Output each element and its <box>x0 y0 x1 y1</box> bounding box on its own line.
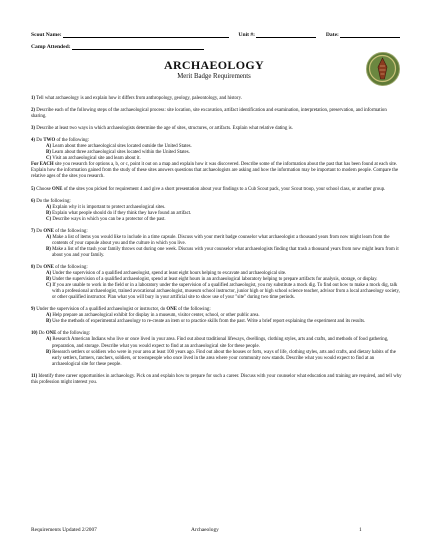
requirement-body: Tell what archaeology is and explain how it differs from anthropology, geology, paleontology, and history. <box>36 96 242 101</box>
footer-page-number: 1 <box>359 527 362 533</box>
requirement-10 <box>31 331 403 367</box>
sub-item-text: Explain why it is important to protect archaeological sites. <box>52 204 166 210</box>
sub-item <box>46 247 403 259</box>
sub-item-text: Use the methods of experimental archaeology to re-create an item or to practice skills from the past. Write a brief report explaining the experiment and its results. <box>52 319 366 325</box>
requirement-3 <box>31 126 403 132</box>
sub-item-list <box>31 144 403 162</box>
header-row <box>31 31 404 38</box>
sub-item-text: Learn about three archaeological sites located within the United States. <box>52 150 190 156</box>
requirement-emphasis: ONE <box>43 228 54 234</box>
requirement-number: 11) <box>31 373 38 379</box>
date-label: Date: <box>325 32 339 38</box>
sub-item-letter: B) <box>46 150 51 156</box>
sub-item-letter: B) <box>46 349 51 355</box>
sub-item-text: Research settlers or soldiers who were in your area at least 100 years ago. Find out about the houses or forts, ways of life, clothing styles, arts and crafts, and dietary habits of the early settlers, farmers, ranchers, soldiers, or townspeople who once lived in the area where your community now stands. Describe what you would expect to find at an archaeological site for these people. <box>52 349 396 367</box>
requirement-emphasis: ONE <box>166 307 177 313</box>
requirement-text <box>31 126 403 132</box>
sub-item-letter: A) <box>46 234 52 240</box>
requirement-7 <box>31 229 403 259</box>
sub-item-letter: B) <box>46 246 51 252</box>
requirement-text <box>31 108 403 120</box>
requirement-number: 7) <box>31 228 36 234</box>
sub-item-letter: C) <box>46 156 52 162</box>
sub-item <box>46 283 403 301</box>
requirement-emphasis: ONE <box>45 331 57 337</box>
requirement-body: Identify three career opportunities in archaeology. Pick on and explain how to prepare for such a career. Discuss with your counselor what education and training are required, and tell why this profession might interest you. <box>31 373 402 385</box>
sub-item-list <box>31 271 403 301</box>
sub-item-text: Describe ways in which you can be a protector of the past. <box>52 216 166 222</box>
scout-name-label: Scout Name: <box>31 32 62 38</box>
requirement-5 <box>31 187 403 193</box>
requirement-number: 4) <box>31 138 36 144</box>
followup-emphasis: For EACH <box>31 162 54 168</box>
sub-item-letter: B) <box>46 277 51 283</box>
page-subtitle: Merit Badge Requirements <box>177 73 251 80</box>
requirement-body: Describe at least two ways in which archaeologists determine the age of sites, structures, or artifacts. Explain what relative dating is. <box>36 126 293 132</box>
sub-item <box>46 235 403 247</box>
sub-item-text: Make a list of the trash your family throws out during one week. Discuss with your counselor what archaeologists finding that trash a thousand years from now might learn from it about you and your family. <box>52 246 399 258</box>
sub-item-text: Explain what people should do if they think they have found an artifact. <box>52 210 192 216</box>
sub-item <box>46 337 403 349</box>
sub-item-list <box>31 337 403 367</box>
requirement-text <box>31 96 403 102</box>
requirement-8 <box>31 265 403 301</box>
requirement-followup <box>31 162 403 180</box>
requirement-number: 5) <box>31 186 36 192</box>
sub-item-list <box>31 235 403 259</box>
requirement-2 <box>31 108 403 120</box>
page-title: ARCHAEOLOGY <box>164 58 264 72</box>
requirement-lead: Do <box>36 228 44 234</box>
requirement-lead: Do <box>38 331 46 337</box>
requirement-6 <box>31 199 403 223</box>
requirement-body: Do the following: <box>36 198 71 204</box>
requirement-4 <box>31 138 403 180</box>
unit-label: Unit #: <box>238 32 256 38</box>
followup-text: site you research for options a, b, or c, point it out on a map and explain how it was discovered. Describe some of the information about the past that has been found at each site. Explain how the information gained from the study of these sites answers questions that archaeologists are asking and how the information may be important to modern people. Compare the relative ages of the sites you research. <box>31 162 399 180</box>
date-field[interactable] <box>340 31 400 38</box>
sub-item-text: Under the supervision of a qualified archaeologist, spend at least eight hours in an archaeological laboratory helping to prepare artifacts for analysis, storage, or display. <box>52 277 378 283</box>
sub-item-text: Learn about three archaeological sites located outside the United States. <box>52 144 192 150</box>
requirement-body: of the sites you picked for requirement 4 and give a short presentation about your findings to a Cub Scout pack, your Scout troop, your school class, or another group. <box>62 186 386 192</box>
requirement-body: of the following: <box>53 264 88 270</box>
sub-item-letter: A) <box>46 144 52 150</box>
sub-item-list <box>31 313 403 325</box>
sub-item <box>46 319 403 325</box>
requirement-lead: Do <box>36 138 44 144</box>
page-footer <box>31 527 404 535</box>
archaeology-merit-badge-icon <box>366 52 400 86</box>
requirement-11 <box>31 374 403 386</box>
footer-title: Archaeology <box>191 527 219 533</box>
requirement-number: 10) <box>31 331 38 337</box>
sub-item-letter: A) <box>46 271 52 277</box>
requirement-text <box>31 374 403 386</box>
sub-item-text: Under the supervision of a qualified archaeologist, spend at least eight hours helping to excavate and archaeological site. <box>52 271 287 277</box>
requirement-number: 2) <box>31 108 36 114</box>
requirement-body: of the following: <box>56 331 91 337</box>
requirement-number: 9) <box>31 307 36 313</box>
sub-item-list <box>31 205 403 223</box>
requirement-body: of the following: <box>53 228 88 234</box>
requirement-lead: Do <box>36 264 44 270</box>
sub-item-letter: A) <box>46 313 52 319</box>
requirement-number: 8) <box>31 264 36 270</box>
footer-updated: Requirements Updated 2/2007 <box>31 527 97 533</box>
sub-item-letter: A) <box>46 204 52 210</box>
requirement-number: 3) <box>31 126 36 132</box>
requirement-emphasis: ONE <box>52 186 63 192</box>
sub-item-text: If you are unable to work in the field or in a laboratory under the supervision of a qualified archaeologist, you my substitute a mock dig. To find out how to make a mock dig, talk with a professional archaeologist, trained avocational archaeologist, museum school instructor, junior high or high school science teacher, advisor from a local archaeology society, or other qualified instructor. Plan what you will bury in your artificial site to show use of your "site" during two time periods. <box>52 283 400 301</box>
unit-field[interactable] <box>256 31 316 38</box>
sub-item-text: Help prepare an archaeological exhibit for display in a museum, visitor center, school, or other public area. <box>52 313 260 319</box>
requirement-body: of the following: <box>55 138 90 144</box>
requirement-number: 1) <box>31 96 36 101</box>
camp-label: Camp Attended: <box>31 44 71 50</box>
requirement-body: of the following: <box>176 307 211 313</box>
sub-item-letter: C) <box>46 283 52 289</box>
sub-item <box>46 350 403 368</box>
sub-item-text: Visit an archaeological site and learn about it. <box>52 156 141 162</box>
sub-item-letter: B) <box>46 319 51 325</box>
requirement-body: Describe each of the following steps of the archaeological process: site location, site excavation, artifact identification and examination, interpretation, preservation, and information sharing. <box>31 108 387 120</box>
sub-item-text: Research American Indians who live or once lived in your area. Find out about traditional lifeways, dwellings, clothing styles, arts and crafts, and methods of food gathering, preparation, and storage. Describe what you would expect to find at an archaeological site for these people. <box>52 337 389 349</box>
sub-item-letter: B) <box>46 210 51 216</box>
requirement-number: 6) <box>31 198 36 204</box>
scout-name-field[interactable] <box>63 31 229 38</box>
requirement-lead: Choose <box>36 186 53 192</box>
requirement-1 <box>31 96 403 102</box>
requirement-9 <box>31 307 403 325</box>
requirement-emphasis: ONE <box>43 264 54 270</box>
requirement-lead: Under the supervision of a qualified archaeologist or instructor, do <box>36 307 167 313</box>
sub-item-letter: C) <box>46 216 52 222</box>
requirements-list <box>31 96 403 392</box>
requirement-emphasis: TWO <box>43 138 56 144</box>
camp-field[interactable] <box>72 43 204 50</box>
sub-item-text: Make a list of items you would like to include in a time capsule. Discuss with your merit badge counselor what archaeologist a thousand years from now might learn from the contents of your capsule about you and the culture in which you live. <box>52 234 390 246</box>
sub-item-letter: A) <box>46 337 52 343</box>
requirement-text <box>31 187 403 193</box>
sub-item <box>46 217 403 223</box>
camp-row <box>31 43 204 50</box>
